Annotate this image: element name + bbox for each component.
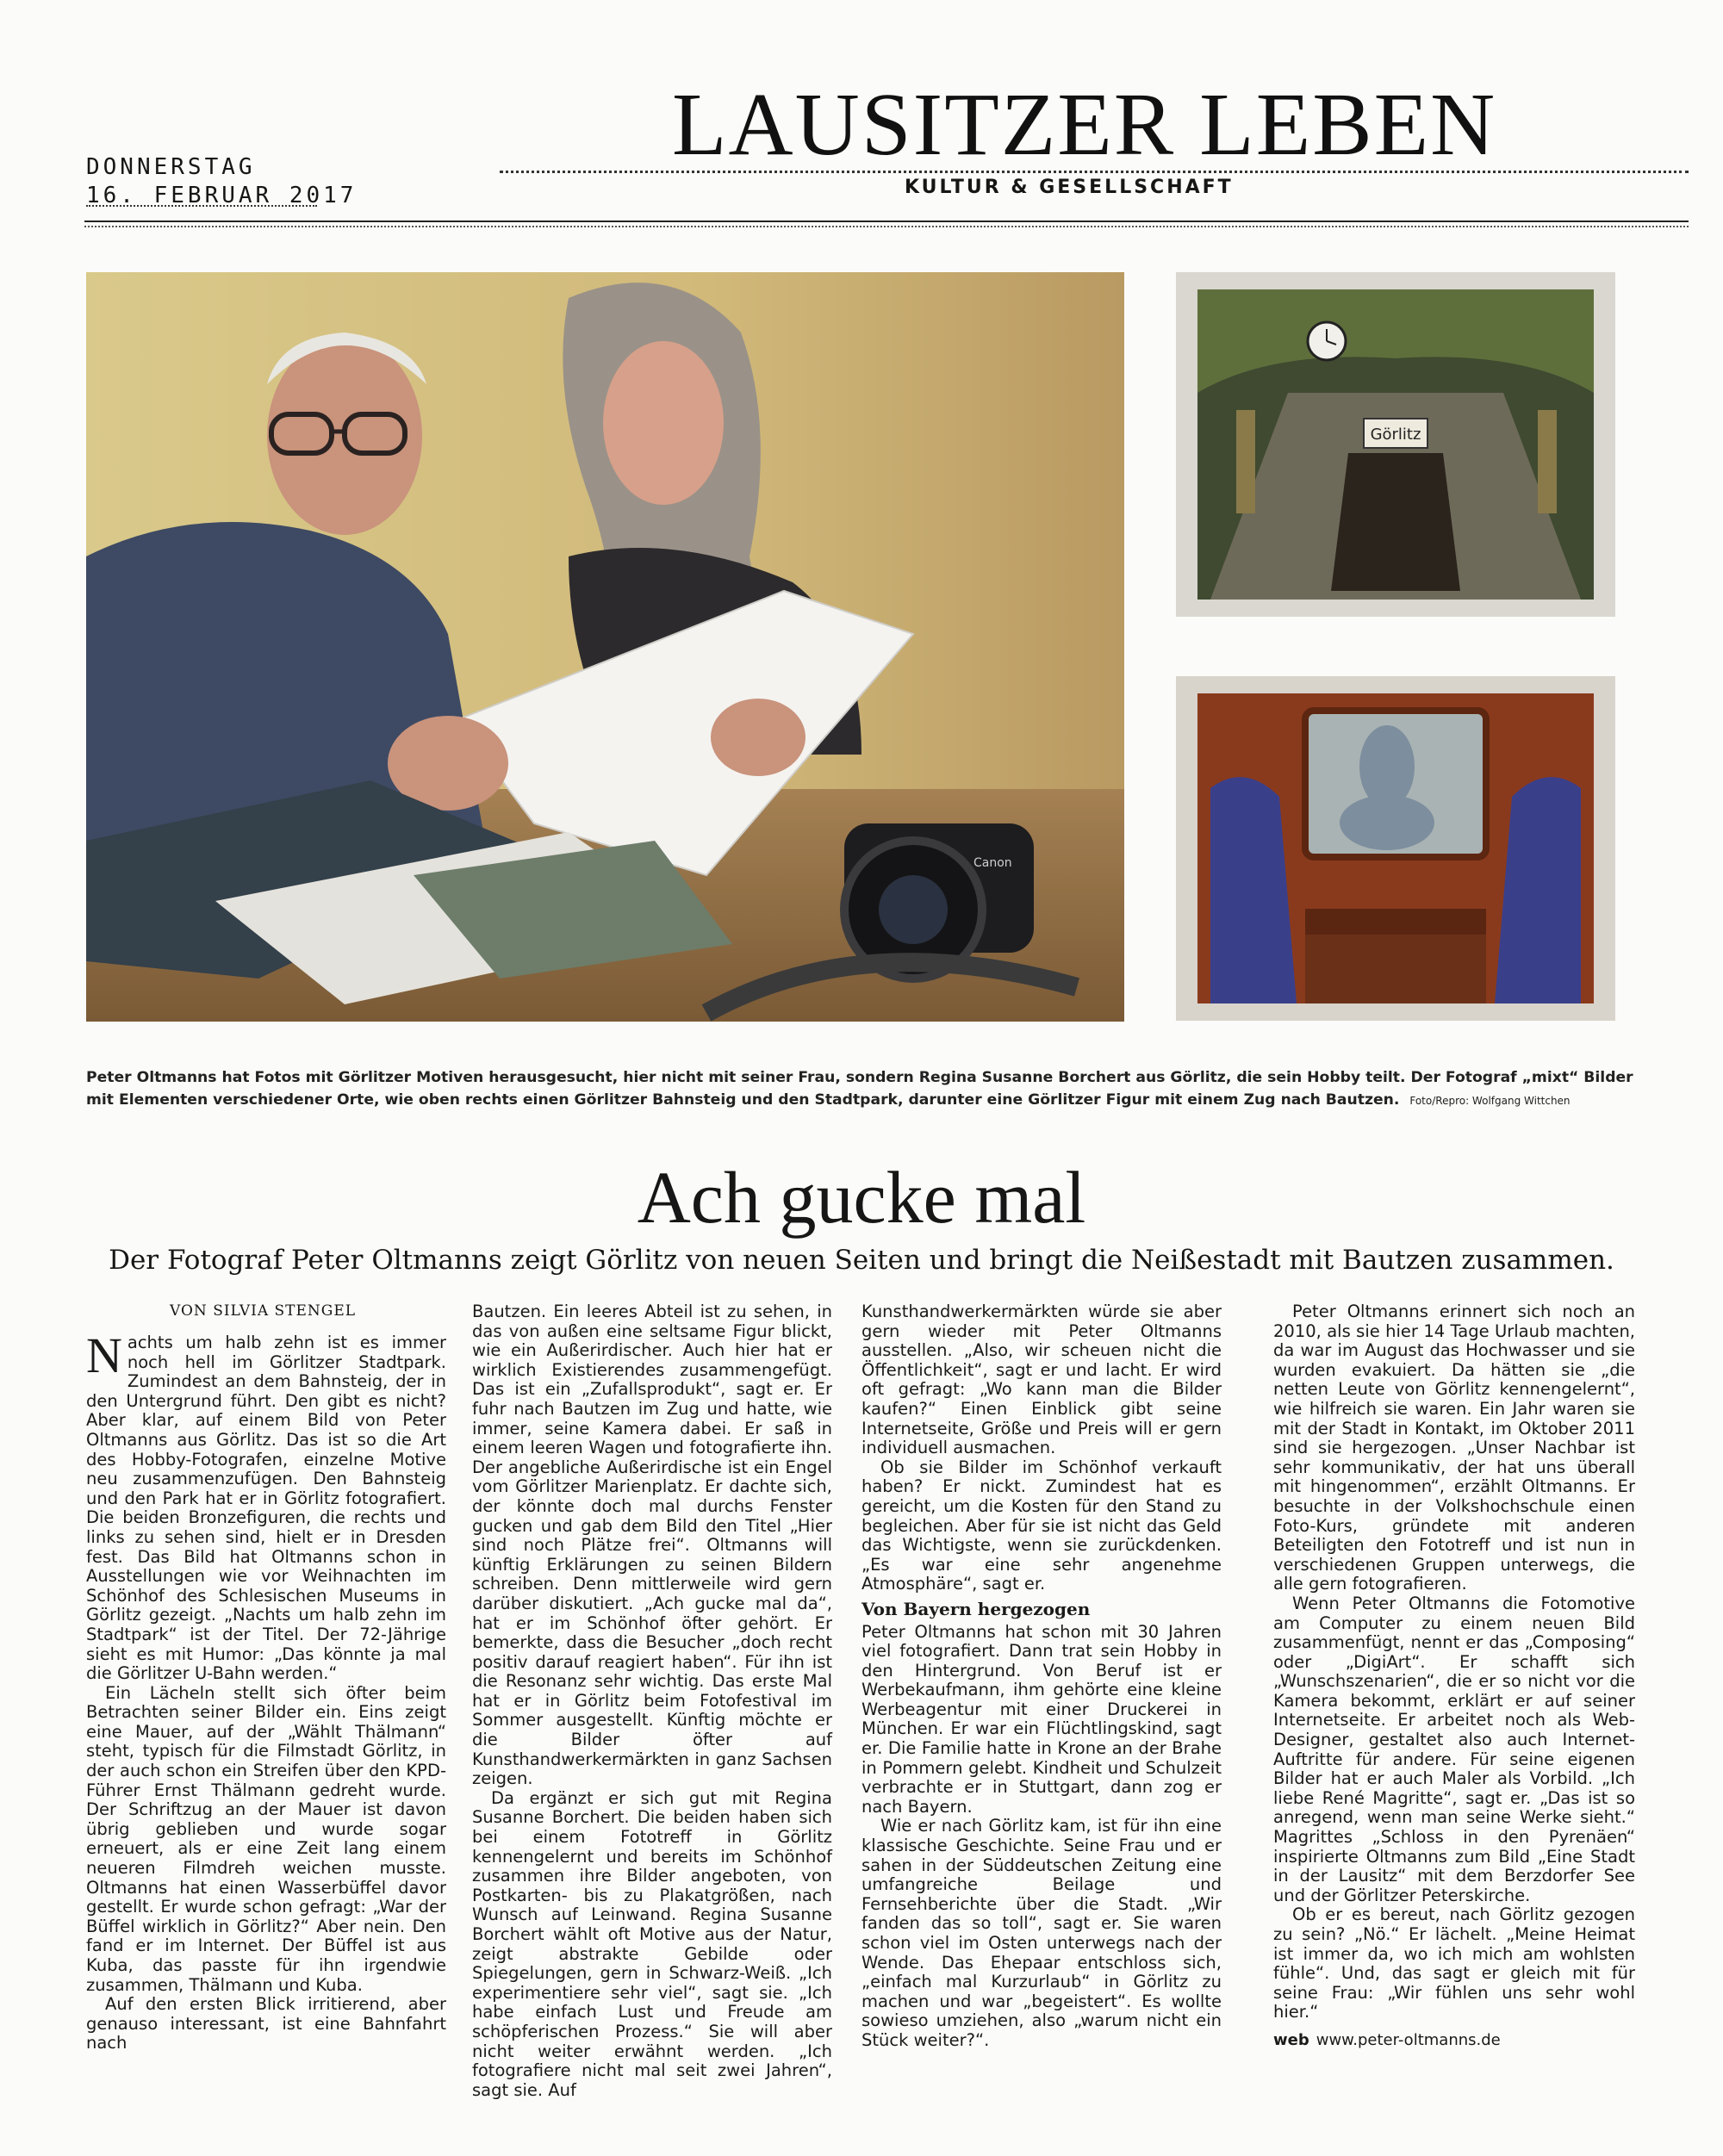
paragraph: Wie er nach Görlitz kam, ist für ihn eine klassische Geschichte. Seine Frau und er sahen in der Süddeutschen Zeitung eine umfangreiche Beilage und Fernsehberichte über die Stadt. „Wir fanden das so toll“, sagt er. Sie waren schon viel im Osten unterwegs nach der Wende. Das Ehepaar entschloss sich, „einfach mal Kurzurlaub“ in Görlitz zu machen und war „begeistert“. Es wollte sowieso umziehen, also „warum nicht ein Stück weiter?“. [862,1816,1222,2050]
photo-credit: Foto/Repro: Wolfgang Wittchen [1409,1095,1571,1107]
paragraph [86,1327,446,1684]
date-block [86,153,357,210]
paragraph: Ob er es bereut, nach Görlitz gezogen zu sein? „Nö.“ Er lächelt. „Meine Heimat ist immer da, wo ich mich am wohlsten fühle“. Und, das sagt er gleich mit für seine Frau: „Wir fühlen uns sehr wohl hier.“ [1273,1904,1635,2022]
paragraph: Ein Lächeln stellt sich öfter beim Betrachten seiner Bilder ein. Eins zeigt eine Mauer, auf der „Wählt Thälmann“ steht, typisch für die Filmstadt Görlitz, in der auch schon ein Streifen über den KPD-Führer Ernst Thälmann gedreht wurde. Der Schriftzug an der Mauer ist davon übrig geblieben und wurde sogar erneuert, als er eine Zeit lang einem neueren Filmdreh weichen musste. Oltmanns hat einen Wasserbüffel davor gestellt. Er wurde schon gefragt: „War der Büffel wirklich in Görlitz?“ Aber nein. Den fand er im Internet. Der Büffel ist aus Kuba, das passte für ihn irgendwie zusammen, Thälmann und Kuba. [86,1682,446,1995]
date: 16. FEBRUAR 2017 [86,183,358,208]
main-photo-illustration [86,272,1124,1022]
platform-illustration [1176,272,1615,617]
header-dotted-rule [84,226,1689,227]
masthead: LAUSITZER LEBEN [672,75,1497,174]
train-illustration [1176,676,1615,1021]
masthead-dotted-rule [500,171,1689,173]
dropcap: N [86,1327,122,1383]
web-reference [1273,2031,1635,2051]
header-rule [84,221,1689,222]
web-label: web [1273,2030,1309,2049]
photo-caption [86,1066,1637,1112]
paragraph-text: achts um halb zehn ist es immer noch hell im Görlitzer Stadtpark. Zumindest an dem Bahnsteig, der in den Untergrund führt. Den gibt es nicht? Aber klar, auf einem Bild von Peter Oltmanns aus Görlitz. Das ist so die Art des Hobby-Fotografen, einzelne Motive neu zusammenzufügen. Den Bahnsteig und den Park hat er in Görlitz fotografiert. Die beiden Bronzefiguren, die rechts und links zu sehen sind, hielt er in Dresden fest. Das Bild hat Oltmanns schon in Ausstellungen wie vor Weihnachten im Schönhof des Schlesischen Museums in Görlitz gezeigt. „Nachts um halb zehn im Stadtpark“ ist der Titel. Der 72-Jährige sieht es mit Humor: „Das könnte ja mal die Görlitzer U-Bahn werden.“ [86,1333,446,1684]
column-3 [862,1302,1222,2051]
column-4 [1273,1302,1635,2051]
camera-brand: Canon [973,856,1012,870]
paragraph: Peter Oltmanns hat schon mit 30 Jahren viel fotografiert. Dann trat sein Hobby in den Hintergrund. Von Beruf ist er Werbekaufmann, ihm gehörte eine kleine Werbeagentur mit einer Druckerei in München. Er war ein Flüchtlingskind, sagt er. Die Familie hatte in Krone an der Brahe in Pommern gelebt. Kindheit und Schulzeit verbrachte er in Stuttgart, dann zog er nach Bayern. [862,1621,1222,1817]
paragraph: Ob sie Bilder im Schönhof verkauft haben? Er nickt. Zumindest hat es gereicht, um die Kosten für den Stand zu begleichen. Aber für sie ist nicht das Geld das Wichtigste, wenn sie zurückdenken. „Es war eine sehr angenehme Atmosphäre“, sagt er. [862,1457,1222,1594]
main-photo [86,272,1124,1022]
byline: VON SILVIA STENGEL [170,1302,357,1320]
paragraph: Da ergänzt er sich gut mit Regina Susanne Borchert. Die beiden haben sich bei einem Fototreff in Görlitz kennengelernt und bereits im Schönhof zusammen ihre Bilder angeboten, von Postkarten- bis zu Plakatgrößen, nach Wunsch auf Leinwand. Regina Susanne Borchert wählt oft Motive aus der Natur, zeigt abstrakte Gebilde oder Spiegelungen, gern in Schwarz-Weiß. „Ich experimentiere sehr viel“, sagt sie. „Ich habe einfach Lust und Freude am schöpferischen Prozess.“ Sie will aber nicht weiter erwähnt werden. „Ich fotografiere nicht mal seit zwei Jahren“, sagt sie. Auf [472,1787,832,2100]
paragraph: Kunsthandwerkermärkten würde sie aber gern wieder mit Peter Oltmanns ausstellen. „Also, wir scheuen nicht die Öffentlichkeit“, sagt er und lacht. Er wird oft gefragt: „Wo kann man die Bilder kaufen?“ Einen Einblick gibt seine Internetseite, Größe und Preis will er gern individuell ausmachen. [862,1302,1222,1458]
section-subheading: Von Bayern hergezogen [862,1598,1091,1619]
headline: Ach gucke mal [637,1156,1086,1239]
weekday: DONNERSTAG [86,154,256,180]
paragraph: Bautzen. Ein leeres Abteil ist zu sehen, in das von außen eine seltsame Figur blickt, wie ein Außerirdischer. Auch hier hat er wirklich Existierendes zusammengefügt. Das ist ein „Zufallsprodukt“, sagt er. Er fuhr nach Bautzen im Zug und hatte, wie immer, seine Kamera dabei. Er saß in einem leeren Wagen und fotografierte ihn. Der angebliche Außerirdische ist ein Engel vom Görlitzer Marienplatz. Er dachte sich, der könnte doch mal durchs Fenster gucken und gab dem Bild den Titel „Hier sind noch Plätze frei“. Oltmanns will künftig Erklärungen zu seinen Bildern schreiben. Denn mittlerweile wird gern darüber diskutiert. „Ach gucke mal da“, hat er im Schönhof öfter gehört. Er bemerkte, dass die Besucher „doch recht positiv darauf reagiert haben“. Für ihn ist die Resonanz sehr wichtig. Das erste Mal hat er in Görlitz beim Fotofestival im Sommer ausgestellt. Künftig möchte er die Bilder öfter auf Kunsthandwerkermärkten in ganz Sachsen zeigen. [472,1302,832,1789]
photo-platform-stadtpark [1176,272,1615,617]
paragraph: Wenn Peter Oltmanns die Fotomotive am Computer zu einem neuen Bild zusammenfügt, nennt er das „Composing“ oder „DigiArt“. Er schafft sich „Wunschszenarien“, die er so nicht vor die Kamera bekommt, erklärt er auf seiner Internetseite. Er arbeitet noch als Web-Designer, gestaltet also auch Internet-Auftritte für andere. Für seine eigenen Bilder hat er auch Maler als Vorbild. „Ich liebe René Magritte“, sagt er. „Das ist so anregend, wenn man seine Werke sieht.“ Magrittes „Schloss in den Pyrenäen“ inspirierte Oltmanns zum Bild „Eine Stadt in der Lausitz“ mit dem Berzdorfer See und der Görlitzer Peterskirche. [1273,1593,1635,1905]
paragraph: Peter Oltmanns erinnert sich noch an 2010, als sie hier 14 Tage Urlaub machten, da war im August das Hochwasser und sie wurden evakuiert. Da hätten sie „die netten Leute von Görlitz kennengelernt“, wie hilfreich sie waren. Ein Jahr waren sie mit der Stadt in Kontakt, im Oktober 2011 sind sie hergezogen. „Unser Nachbar ist sehr kommunikativ, der hat uns überall mit hingenommen“, erzählt Oltmanns. Er besuchte in der Volkshochschule einen Foto-Kurs, gründete mit anderen Beteiligten den Fototreff und ist nun in verschiedenen Gruppen unterwegs, die alle gern fotografieren. [1273,1302,1635,1594]
section-title: KULTUR & GESELLSCHAFT [905,177,1234,198]
caption-text: Peter Oltmanns hat Fotos mit Görlitzer Motiven herausgesucht, hier nicht mit seiner Frau, sondern Regina Susanne Borchert aus Görlitz, die sein Hobby teilt. Der Fotograf „mixt“ Bilder mit Elementen verschiedener Orte, wie oben rechts einen Görlitzer Bahnsteig und den Stadtpark, darunter eine Görlitzer Figur mit einem Zug nach Bautzen. [86,1069,1633,1109]
photo-train-compartment [1176,676,1615,1021]
platform-sign: Görlitz [1370,426,1421,444]
paragraph: Auf den ersten Blick irritierend, aber genauso interessant, ist eine Bahnfahrt nach [86,1994,446,2053]
column-1 [86,1327,446,2053]
subheadline: Der Fotograf Peter Oltmanns zeigt Görlitz von neuen Seiten und bringt die Neißestadt mit Bautzen zusammen. [109,1245,1614,1276]
web-link[interactable]: www.peter-oltmanns.de [1316,2030,1501,2049]
date-dotted-rule [86,205,317,207]
column-2 [472,1302,832,2100]
